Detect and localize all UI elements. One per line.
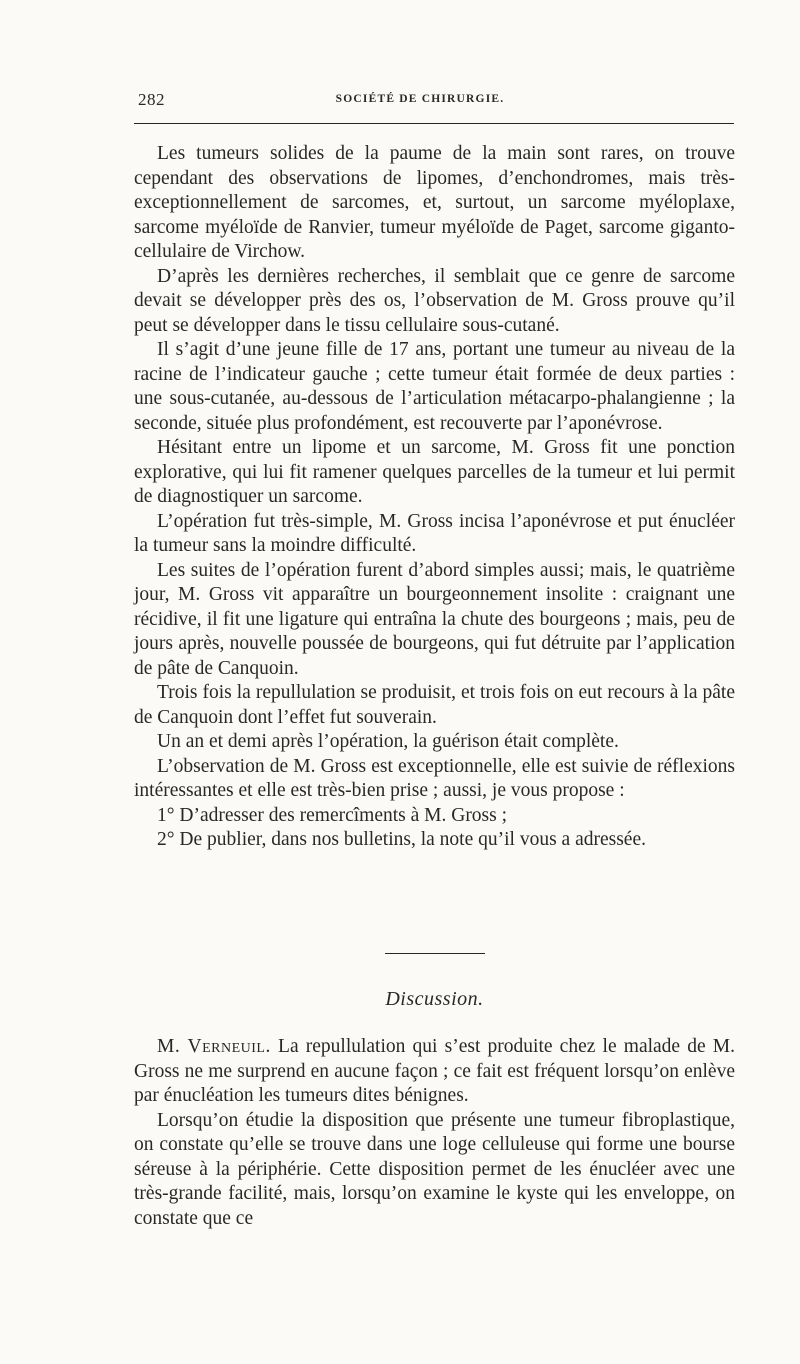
paragraph: Hésitant entre un lipome et un sarcome, M. Gross fit une ponction explorative, qui lui fit ramener quelques parcelles de la tumeur et lui permit de diagnostiquer un sarcome.: [134, 437, 735, 507]
discussion-text: [134, 1035, 735, 1231]
paragraph: [134, 1035, 735, 1109]
paragraph: L’opération fut très-simple, M. Gross incisa l’aponévrose et put énucléer la tumeur sans la moindre difficulté.: [134, 510, 735, 556]
paragraph: Les tumeurs solides de la paume de la main sont rares, on trouve cependant des observations de lipomes, d’enchondromes, mais très-exceptionnellement de sarcomes, et, surtout, un sarcome myéloplaxe, sarcome myéloïde de Ranvier, tumeur myéloïde de Paget, sarcome giganto-cellulaire de Virchow.: [134, 143, 735, 262]
section-rule: [385, 953, 485, 954]
running-head: SOCIÉTÉ DE CHIRURGIE.: [335, 93, 505, 105]
section-heading: Discussion.: [385, 988, 484, 1010]
list-item: 1° D’adresser des remercîments à M. Gross ;: [157, 804, 508, 826]
paragraph: Les suites de l’opération furent d’abord simples aussi; mais, le quatrième jour, M. Gross vit apparaître un bourgeonnement insolite : craignant une récidive, il fit une ligature qui entraîna la chute des bourgeons ; mais, peu de jours après, nouvelle poussée de bourgeons, qui fut détruite par l’application de pâte de Canquoin.: [134, 559, 735, 679]
speaker-name: M. Verneuil.: [157, 1036, 271, 1057]
paragraph: D’après les dernières recherches, il semblait que ce genre de sarcome devait se développer près des os, l’observation de M. Gross prouve qu’il peut se développer dans le tissu cellulaire sous-cutané.: [134, 265, 735, 336]
page-number: 282: [138, 90, 165, 109]
paragraph: L’observation de M. Gross est exceptionnelle, elle est suivie de réflexions intéressantes et elle est très-bien prise ; aussi, je vous propose :: [134, 755, 735, 801]
paragraph: Lorsqu’on étudie la disposition que présente une tumeur fibroplastique, on constate qu’elle se trouve dans une loge celluleuse qui forme une bourse séreuse à la périphérie. Cette disposition permet de les énucléer avec une très-grande facilité, mais, lorsqu’on examine le kyste qui les enveloppe, on constate que ce: [134, 1109, 735, 1229]
paragraph: Un an et demi après l’opération, la guérison était complète.: [157, 731, 619, 752]
paragraph: Il s’agit d’une jeune fille de 17 ans, portant une tumeur au niveau de la racine de l’indicateur gauche ; cette tumeur était formée de deux parties : une sous-cutanée, au-dessous de l’articulation métacarpo-phalangienne ; la seconde, située plus profondément, est recouverte par l’aponévrose.: [134, 339, 735, 434]
body-text: [134, 142, 735, 853]
list-item: 2° De publier, dans nos bulletins, la note qu’il vous a adressée.: [157, 829, 646, 850]
paragraph: Trois fois la repullulation se produisit, et trois fois on eut recours à la pâte de Canquoin dont l’effet fut souverain.: [134, 682, 735, 728]
header-rule: [134, 123, 734, 124]
paragraph-text: La repullulation qui s’est produite chez le malade de M. Gross ne me surprend en aucune façon ; ce fait est fréquent lorsqu’on enlève par énucléation les tumeurs dites bénignes.: [134, 1036, 736, 1106]
